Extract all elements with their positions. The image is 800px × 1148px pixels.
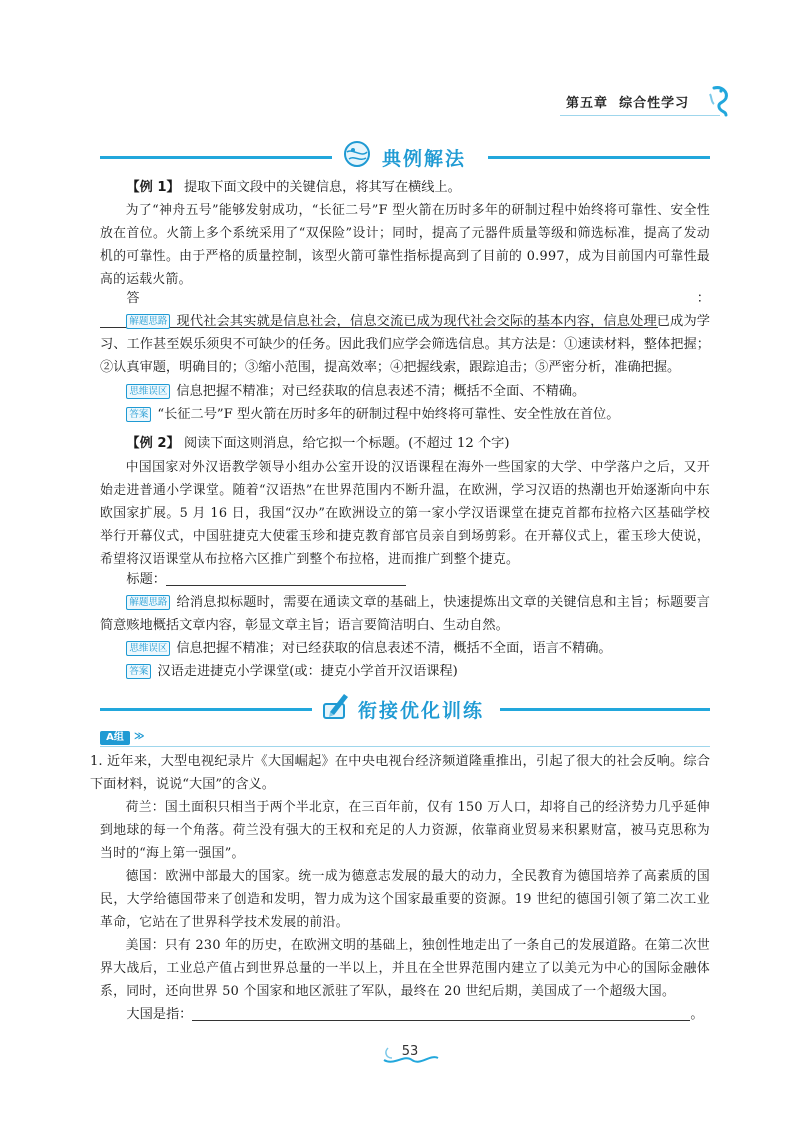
example1-think (100, 310, 710, 379)
group-arrow: ≫ (134, 731, 145, 742)
example2-title-prompt: 标题： (126, 572, 166, 587)
group-tag: A组 (100, 731, 130, 745)
example2-error-text: 信息把握不精准；对已经获取的信息表述不清，概括不全面，语言不精确。 (176, 641, 612, 656)
section-title: 衔接优化训练 (358, 700, 485, 722)
example2-answer (100, 660, 710, 683)
example1-prompt (100, 176, 710, 199)
q1-stem (90, 750, 710, 796)
header-text (566, 92, 689, 111)
example1-label: 【例 1】 (126, 180, 180, 195)
error-tag: 思维误区 (126, 641, 170, 656)
q1-netherlands: 荷兰：国土面积只相当于两个半北京，在三百年前，仅有 150 万人口，却将自己的经济势力几乎延伸到地球的每一个角落。荷兰没有强大的王权和充足的人力资源，依靠商业贸易来积累财富，被马克思称为当时的“海上第一强国”。 (100, 800, 710, 861)
example1-error-text: 信息把握不精准；对已经获取的信息表述不清；概括不全面、不精确。 (176, 384, 586, 399)
section-banner-training (100, 690, 710, 730)
banner-rule-left (100, 156, 332, 159)
error-tag: 思维误区 (126, 384, 170, 399)
section-banner-examples (100, 138, 710, 178)
group-heading (100, 731, 710, 745)
example1-error (100, 380, 710, 403)
example2-prompt (100, 432, 710, 455)
example1-answer-text: “长征二号”F 型火箭在历时多年的研制过程中始终将可靠性、安全性放在首位。 (157, 407, 620, 422)
header-chapter: 第五章 (566, 96, 609, 111)
example2-title-line (100, 568, 710, 591)
example2-label: 【例 2】 (126, 436, 180, 451)
answer-blank[interactable] (192, 1006, 690, 1021)
page-number (380, 1038, 440, 1068)
example1-answer (100, 403, 710, 426)
q1-end-mark: 。 (690, 1007, 704, 1022)
example1-think-text: 现代社会其实就是信息社会，信息交流已成为现代社会交际的基本内容，信息处理已成为学习、工作甚至娱乐须臾不可缺少的任务。因此我们应学会筛选信息。其方法是：①速读材料，整体把握；②认真审题，明确目的；③缩小范围，提高效率；④把握线索，跟踪追击；⑤严密分析，准确把握。 (100, 314, 710, 375)
example2-error (100, 637, 710, 660)
header-rule (560, 115, 720, 116)
q1-number: 1. (90, 754, 103, 769)
title-blank[interactable] (166, 571, 406, 586)
example1-prompt-text: 提取下面文段中的关键信息，将其写在横线上。 (183, 180, 461, 195)
q1-stem-text: 近年来，大型电视纪录片《大国崛起》在中央电视台经济频道隆重推出，引起了很大的社会反响。综合下面材料，说说“大国”的含义。 (90, 754, 710, 792)
example2-prompt-text: 阅读下面这则消息，给它拟一个标题。(不超过 12 个字) (183, 436, 510, 451)
example2-think (100, 591, 710, 637)
banner-rule-left (100, 708, 312, 711)
example1-passage: 为了“神舟五号”能够发射成功，“长征二号”F 型火箭在历时多年的研制过程中始终将可靠性、安全性放在首位。火箭上多个系统采用了“双保险”设计；同时，提高了元器件质量等级和筛选标准，提高了发动机的可靠性。由于严格的质量控制，该型火箭可靠性指标提高到了目前的 0.997，成为目前国内可靠性最高的运载火箭。 (100, 203, 710, 287)
think-tag: 解题思路 (126, 314, 170, 329)
q1-usa: 美国：只有 230 年的历史，在欧洲文明的基础上，独创性地走出了一条自己的发展道路。在第二次世界大战后，工业总产值占到世界总量的一半以上，并且在全世界范围内建立了以美元为中心的国际金融体系，同时，还向世界 50 个国家和地区派驻了军队，最终在 20 世纪后期，美国成了一个超级大国。 (100, 938, 710, 999)
running-header (560, 84, 740, 114)
seahorse-icon (702, 84, 736, 118)
q1-answer-line (100, 1003, 710, 1026)
answer-tag: 答案 (126, 664, 151, 679)
answer-tag: 答案 (126, 407, 151, 422)
banner-rule-right (500, 708, 710, 711)
globe-bulb-icon (340, 138, 374, 172)
example2-passage: 中国国家对外汉语教学领导小组办公室开设的汉语课程在海外一些国家的大学、中学落户之后，又开始走进普通小学课堂。随着“汉语热”在世界范围内不断升温，在欧洲，学习汉语的热潮也开始逐渐向中东欧国家扩展。5 月 16 日，我国“汉办”在欧洲设立的第一家小学汉语课堂在捷克首都布拉格六区基础学校举行开幕仪式，中国驻捷克大使霍玉珍和捷克教育部官员亲自到场剪彩。在开幕仪式上，霍玉珍大使说，希望将汉语课堂从布拉格六区推广到整个布拉格，进而推广到整个捷克。 (100, 460, 710, 567)
section-title: 典例解法 (382, 148, 467, 170)
think-tag: 解题思路 (126, 595, 170, 610)
page-number-text: 53 (401, 1044, 419, 1059)
group-rule (100, 746, 710, 747)
example2-answer-text: 汉语走进捷克小学课堂(或：捷克小学首开汉语课程) (157, 664, 458, 679)
banner-rule-right (488, 156, 710, 159)
q1-answer-prompt: 大国是指： (126, 1007, 193, 1022)
q1-germany: 德国：欧洲中部最大的国家。统一成为德意志发展的最大的动力，全民教育为德国培养了高素质的国民，大学给德国带来了创造和发明，智力成为这个国家最重要的资源。19 世纪的德国引领了第二次工业革命，它站在了世界科学技术发展的前沿。 (100, 869, 710, 930)
example2-think-text: 给消息拟标题时，需要在通读文章的基础上，快速提炼出文章的关键信息和主旨；标题要言简意赅地概括文章内容，彰显文章主旨；语言要简洁明白、生动自然。 (100, 595, 710, 633)
example1-answer-prompt: 答： (126, 291, 710, 306)
pencil-book-icon (318, 690, 352, 724)
header-title: 综合性学习 (619, 96, 690, 111)
